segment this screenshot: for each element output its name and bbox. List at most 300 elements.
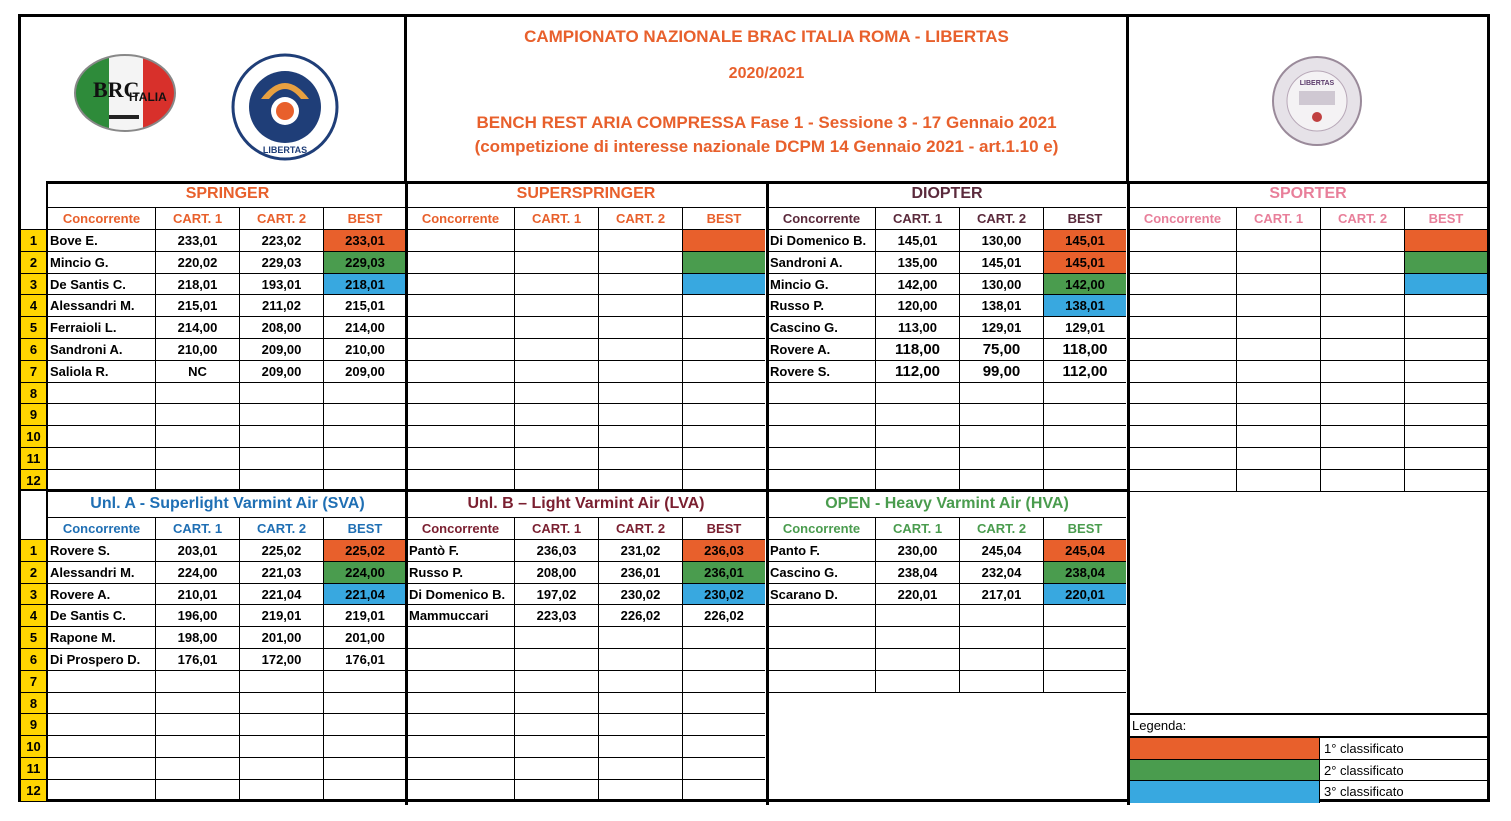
score-cart1: [1237, 230, 1321, 251]
event-title: BENCH REST ARIA COMPRESSA Fase 1 - Sessione 3 - 17 Gennaio 2021: [476, 113, 1057, 132]
column-header-row: [1129, 208, 1487, 230]
competitor-name: [48, 448, 156, 469]
score-cart1: 233,01: [156, 230, 240, 251]
row-number: 2: [21, 251, 46, 273]
score-cart1: 118,00: [876, 339, 960, 360]
score-cart1: [876, 426, 960, 447]
score-cart2: [240, 714, 324, 735]
season-label: 2020/2021: [728, 65, 805, 82]
score-cart2: [1321, 470, 1405, 491]
score-cart1: [1237, 339, 1321, 360]
score-cart2: 145,01: [960, 252, 1044, 273]
score-best: [683, 274, 765, 295]
score-cart2: [1321, 295, 1405, 316]
table-row: [407, 404, 765, 426]
score-best: [1405, 448, 1487, 469]
competitor-name: [407, 671, 515, 692]
score-best: 218,01: [324, 274, 406, 295]
column-header-c2: CART. 2: [960, 518, 1044, 539]
row-number: 6: [21, 338, 46, 360]
legend-row-second: [1129, 760, 1487, 782]
table-row: [768, 295, 1126, 317]
score-best: [1405, 383, 1487, 404]
competitor-name: Alessandri M.: [48, 562, 156, 583]
score-cart2: 129,01: [960, 317, 1044, 338]
table-row: [1129, 383, 1487, 405]
table-row: [407, 562, 765, 584]
score-cart1: 113,00: [876, 317, 960, 338]
table-row: [407, 736, 765, 758]
row-number: 10: [21, 425, 46, 447]
score-best: [683, 230, 765, 251]
competitor-name: [768, 671, 876, 692]
score-cart2: [1321, 361, 1405, 382]
score-cart2: [1321, 339, 1405, 360]
competitor-name: [407, 714, 515, 735]
score-cart2: 99,00: [960, 361, 1044, 382]
table-row: [407, 230, 765, 252]
score-cart2: 230,02: [599, 584, 683, 605]
score-best: 238,04: [1044, 562, 1126, 583]
score-cart1: [156, 426, 240, 447]
table-row: [48, 252, 407, 274]
score-best: [683, 627, 765, 648]
table-row: [48, 295, 407, 317]
table-row: [48, 714, 407, 736]
score-cart2: 130,00: [960, 274, 1044, 295]
score-best: [1044, 649, 1126, 670]
score-best: [1405, 252, 1487, 273]
table-row: [407, 252, 765, 274]
score-cart2: [1321, 404, 1405, 425]
score-cart1: 218,01: [156, 274, 240, 295]
table-row: [48, 584, 407, 606]
score-cart1: [515, 448, 599, 469]
svg-text:BRC: BRC: [93, 77, 140, 102]
row-number: 9: [21, 403, 46, 425]
competitor-name: Alessandri M.: [48, 295, 156, 316]
svg-text:LIBERTAS: LIBERTAS: [1299, 80, 1335, 87]
row-number-column-bottom: [21, 491, 48, 801]
section-title: Unl. A - Superlight Varmint Air (SVA): [48, 491, 407, 518]
column-header-c2: CART. 2: [599, 208, 683, 229]
row-number-header: [21, 491, 46, 539]
row-number: 12: [21, 779, 46, 801]
score-cart2: [960, 671, 1044, 692]
score-cart1: [515, 383, 599, 404]
table-row: [768, 230, 1126, 252]
score-cart1: [515, 404, 599, 425]
competitor-name: [1129, 317, 1237, 338]
competitor-name: Rovere S.: [768, 361, 876, 382]
score-best: [683, 252, 765, 273]
legend-label-third: 3° classificato: [1324, 784, 1404, 799]
table-row: [1129, 230, 1487, 252]
competitor-name: [1129, 339, 1237, 360]
row-number: 3: [21, 583, 46, 605]
score-cart2: [240, 693, 324, 714]
svg-text:ITALIA: ITALIA: [129, 90, 167, 104]
score-cart1: [1237, 448, 1321, 469]
score-cart1: [876, 671, 960, 692]
column-header-c1: CART. 1: [515, 518, 599, 539]
score-cart1: [515, 736, 599, 757]
score-cart2: [599, 404, 683, 425]
row-number: 4: [21, 604, 46, 626]
score-cart1: 214,00: [156, 317, 240, 338]
score-cart1: [156, 736, 240, 757]
competitor-name: Russo P.: [768, 295, 876, 316]
results-sheet: [18, 14, 1490, 802]
competitor-name: [48, 714, 156, 735]
score-cart2: [240, 736, 324, 757]
section-sections_bottom-0: [48, 491, 407, 802]
score-best: [683, 736, 765, 757]
competitor-name: [48, 470, 156, 491]
competitor-name: Pantò F.: [407, 540, 515, 561]
score-cart2: [960, 470, 1044, 491]
competitor-name: [768, 649, 876, 670]
table-row: [768, 317, 1126, 339]
table-row: [407, 361, 765, 383]
score-best: [683, 649, 765, 670]
score-cart1: [1237, 361, 1321, 382]
legend-swatch-gold: [1129, 738, 1320, 759]
header-left-logos: [21, 17, 407, 181]
competitor-name: De Santis C.: [48, 605, 156, 626]
table-row: [407, 448, 765, 470]
score-cart1: [515, 627, 599, 648]
score-cart1: 112,00: [876, 361, 960, 382]
competitor-name: [1129, 426, 1237, 447]
column-header-best: BEST: [347, 211, 383, 226]
score-cart2: 221,04: [240, 584, 324, 605]
competitor-name: Rovere A.: [48, 584, 156, 605]
score-best: [324, 714, 406, 735]
score-best: 229,03: [324, 252, 406, 273]
score-best: [683, 383, 765, 404]
score-cart2: 231,02: [599, 540, 683, 561]
table-row: [48, 605, 407, 627]
score-best: 129,01: [1065, 320, 1105, 336]
table-row: [48, 780, 407, 802]
header-right-logo: [1129, 17, 1487, 181]
section-title: DIOPTER: [768, 181, 1126, 208]
score-best: 145,01: [1044, 252, 1126, 273]
competitor-name: [407, 780, 515, 801]
score-best: [324, 448, 406, 469]
column-divider: [1127, 181, 1130, 805]
table-row: [768, 584, 1126, 606]
score-cart2: 219,01: [240, 605, 324, 626]
column-header-c2: CART. 2: [240, 518, 324, 539]
score-cart1: [876, 404, 960, 425]
score-cart2: [240, 404, 324, 425]
column-header-name: Concorrente: [407, 518, 515, 539]
table-row: [1129, 295, 1487, 317]
score-cart2: [599, 470, 683, 491]
column-header-c2: CART. 2: [599, 518, 683, 539]
score-cart1: [1237, 274, 1321, 295]
score-cart1: 220,02: [156, 252, 240, 273]
table-row: [407, 758, 765, 780]
table-row: [768, 252, 1126, 274]
competitor-name: [1129, 274, 1237, 295]
table-row: [407, 339, 765, 361]
column-header-name: Concorrente: [768, 208, 876, 229]
score-best: 220,01: [1044, 584, 1126, 605]
score-cart1: [515, 230, 599, 251]
competitor-name: Saliola R.: [48, 361, 156, 382]
score-cart2: 209,00: [240, 361, 324, 382]
score-cart2: [599, 361, 683, 382]
column-header-c1: CART. 1: [156, 208, 240, 229]
competitor-name: [407, 470, 515, 491]
score-cart1: 135,00: [876, 252, 960, 273]
score-cart1: 230,00: [876, 540, 960, 561]
score-cart1: [876, 649, 960, 670]
score-cart2: [960, 404, 1044, 425]
row-number: 1: [21, 229, 46, 251]
column-divider: [405, 181, 408, 805]
score-cart2: 217,01: [960, 584, 1044, 605]
score-cart2: 130,00: [960, 230, 1044, 251]
legend-swatch-silver: [1129, 760, 1320, 781]
column-header-c1: CART. 1: [515, 208, 599, 229]
score-best: 145,01: [1044, 230, 1126, 251]
score-cart2: [1321, 274, 1405, 295]
score-best: [324, 470, 406, 491]
column-header-row: [768, 208, 1126, 230]
score-cart1: 238,04: [876, 562, 960, 583]
table-row: [48, 404, 407, 426]
table-row: [768, 562, 1126, 584]
score-best: 215,01: [345, 298, 385, 314]
section-title: Unl. B – Light Varmint Air (LVA): [407, 491, 765, 518]
score-cart2: [1321, 383, 1405, 404]
score-cart2: [960, 649, 1044, 670]
score-cart1: [515, 252, 599, 273]
table-row: [48, 274, 407, 296]
score-cart2: 223,02: [240, 230, 324, 251]
score-cart1: [876, 605, 960, 626]
score-cart1: 176,01: [156, 649, 240, 670]
score-best: [1405, 361, 1487, 382]
table-row: [768, 361, 1126, 383]
column-header-row: [768, 518, 1126, 540]
score-best: 112,00: [1062, 362, 1108, 380]
competitor-name: [1129, 404, 1237, 425]
brac-italia-logo: [73, 53, 177, 133]
table-row: [768, 383, 1126, 405]
score-cart2: 226,02: [599, 605, 683, 626]
competitor-name: [768, 383, 876, 404]
table-row: [48, 671, 407, 693]
section-sections_top-2: [768, 181, 1126, 492]
competitor-name: [407, 627, 515, 648]
score-best: [1405, 339, 1487, 360]
competitor-name: [1129, 295, 1237, 316]
competitor-name: Cascino G.: [768, 562, 876, 583]
score-cart1: [876, 448, 960, 469]
table-row: [1129, 404, 1487, 426]
competitor-name: [407, 295, 515, 316]
row-number: 10: [21, 735, 46, 757]
legend-swatch-bronze: [1129, 781, 1320, 803]
competitor-name: [1129, 230, 1237, 251]
score-cart2: [599, 295, 683, 316]
score-cart2: [599, 627, 683, 648]
competitor-name: Rovere A.: [768, 339, 876, 360]
score-cart1: [515, 426, 599, 447]
column-header-c2: CART. 2: [240, 208, 324, 229]
score-cart1: [515, 295, 599, 316]
competitor-name: [407, 339, 515, 360]
column-header-c1: CART. 1: [156, 518, 240, 539]
score-cart2: 225,02: [240, 540, 324, 561]
score-cart2: [599, 426, 683, 447]
score-cart1: [515, 758, 599, 779]
section-sections_top-0: [48, 181, 407, 492]
competitor-name: [768, 426, 876, 447]
score-cart2: [599, 252, 683, 273]
competitor-name: Di Prospero D.: [48, 649, 156, 670]
score-cart1: 224,00: [156, 562, 240, 583]
table-row: [407, 714, 765, 736]
score-cart2: [599, 649, 683, 670]
score-cart2: 201,00: [240, 627, 324, 648]
score-cart2: [599, 274, 683, 295]
competitor-name: [407, 361, 515, 382]
score-cart1: [1237, 295, 1321, 316]
score-best: [324, 758, 406, 779]
table-row: [768, 540, 1126, 562]
competitor-name: [768, 627, 876, 648]
table-row: [48, 230, 407, 252]
table-row: [48, 540, 407, 562]
score-best: 201,00: [345, 630, 385, 646]
score-best: 245,04: [1044, 540, 1126, 561]
score-cart1: 197,02: [515, 584, 599, 605]
score-best: 224,00: [324, 562, 406, 583]
score-best: 209,00: [345, 363, 385, 379]
table-row: [768, 627, 1126, 649]
score-cart1: [1237, 383, 1321, 404]
score-cart1: [156, 671, 240, 692]
table-row: [407, 605, 765, 627]
table-row: [48, 693, 407, 715]
competitor-name: [407, 274, 515, 295]
section-sections_bottom-1: [407, 491, 765, 802]
score-best: [1405, 274, 1487, 295]
score-best: [683, 295, 765, 316]
table-row: [407, 671, 765, 693]
table-row: [768, 339, 1126, 361]
table-row: [48, 383, 407, 405]
score-best: [683, 339, 765, 360]
score-cart1: [515, 361, 599, 382]
row-number-header: [21, 181, 46, 229]
score-best: [683, 671, 765, 692]
score-best: [1044, 627, 1126, 648]
svg-text:LIBERTAS: LIBERTAS: [262, 145, 308, 155]
competitor-name: [1129, 448, 1237, 469]
score-cart1: 142,00: [876, 274, 960, 295]
score-best: [1044, 383, 1126, 404]
score-cart1: 210,00: [156, 339, 240, 360]
row-number: 11: [21, 757, 46, 779]
score-best: 138,01: [1044, 295, 1126, 316]
table-row: [48, 448, 407, 470]
competitor-name: [48, 383, 156, 404]
score-cart2: 172,00: [240, 649, 324, 670]
score-best: [683, 448, 765, 469]
score-cart1: [876, 470, 960, 491]
score-best: 236,03: [683, 540, 765, 561]
score-cart2: [1321, 426, 1405, 447]
competitor-name: [407, 736, 515, 757]
legend-label-second: 2° classificato: [1324, 762, 1404, 778]
section-title: OPEN - Heavy Varmint Air (HVA): [768, 491, 1126, 518]
row-number: 7: [21, 670, 46, 692]
score-cart2: [1321, 448, 1405, 469]
score-best: [1405, 295, 1487, 316]
score-cart1: [156, 404, 240, 425]
competitor-name: [768, 470, 876, 491]
competitor-name: Mincio G.: [768, 274, 876, 295]
score-best: 221,04: [324, 584, 406, 605]
row-number: 9: [21, 713, 46, 735]
competitor-name: [407, 426, 515, 447]
score-cart1: NC: [156, 361, 240, 382]
competitor-name: Rovere S.: [48, 540, 156, 561]
column-header-best: BEST: [1067, 521, 1103, 536]
row-number: 6: [21, 648, 46, 670]
score-best: [683, 426, 765, 447]
competitor-name: [407, 649, 515, 670]
score-cart2: [599, 780, 683, 801]
score-best: [683, 361, 765, 382]
column-header-name: Concorrente: [407, 208, 515, 229]
score-cart1: [876, 627, 960, 648]
table-row: [407, 383, 765, 405]
legend-row-first: [1129, 738, 1487, 760]
competitor-name: Cascino G.: [768, 317, 876, 338]
competitor-name: [48, 404, 156, 425]
score-cart1: [515, 317, 599, 338]
competitor-name: [407, 693, 515, 714]
score-cart2: 211,02: [240, 295, 324, 316]
score-cart1: [156, 780, 240, 801]
score-cart2: 75,00: [960, 339, 1044, 360]
competitor-name: [407, 317, 515, 338]
score-cart1: 196,00: [156, 605, 240, 626]
row-number: 11: [21, 447, 46, 469]
column-header-best: BEST: [1067, 211, 1103, 226]
score-cart1: 145,01: [876, 230, 960, 251]
row-number: 5: [21, 316, 46, 338]
score-cart2: [960, 426, 1044, 447]
score-cart1: [156, 693, 240, 714]
legend-row-third: [1129, 781, 1487, 803]
section-title: SUPERSPRINGER: [407, 181, 765, 208]
competitor-name: [48, 671, 156, 692]
score-cart2: 245,04: [960, 540, 1044, 561]
score-best: [324, 671, 406, 692]
score-cart2: 209,00: [240, 339, 324, 360]
competitor-name: [768, 404, 876, 425]
legend-label-first: 1° classificato: [1324, 741, 1404, 756]
